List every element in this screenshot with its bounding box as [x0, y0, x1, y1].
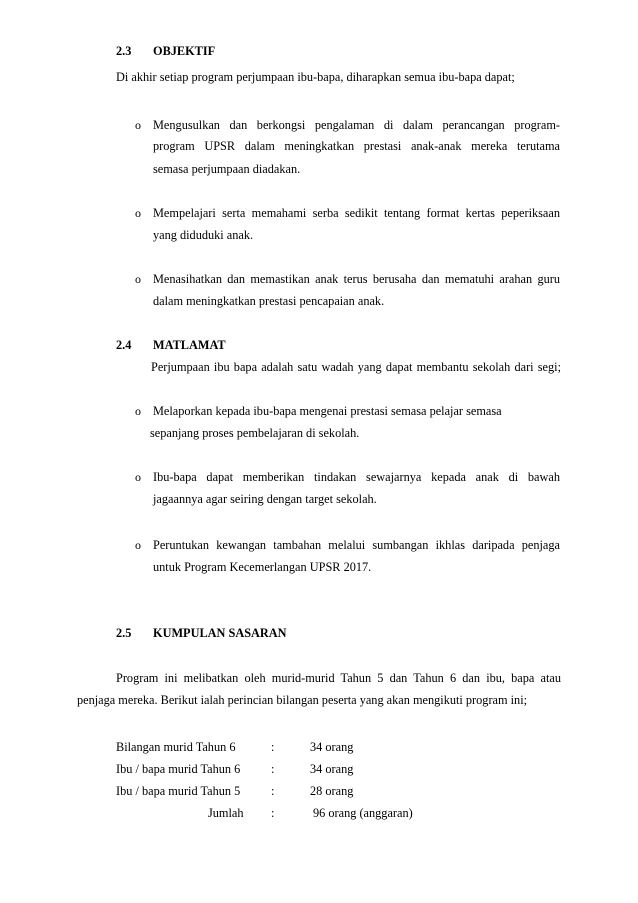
section-number: 2.3 — [116, 44, 132, 58]
list-item-line: Ibu-bapa dapat memberikan tindakan sewajarnya kepada anak di bawah — [153, 470, 560, 484]
table-row-value: 28 orang — [310, 784, 354, 798]
section-number: 2.4 — [116, 338, 132, 352]
table-row-value: 34 orang — [310, 740, 354, 754]
list-item-line: sepanjang proses pembelajaran di sekolah. — [150, 426, 360, 440]
bullet-icon: o — [135, 272, 141, 286]
list-item-line: untuk Program Kecemerlangan UPSR 2017. — [153, 560, 372, 574]
table-row-separator: : — [271, 784, 275, 798]
list-item-line: semasa perjumpaan diadakan. — [153, 162, 301, 176]
list-item-line: yang diduduki anak. — [153, 228, 254, 242]
section-number: 2.5 — [116, 626, 132, 640]
list-item-line: Peruntukan kewangan tambahan melalui sumbangan ikhlas daripada penjaga — [153, 538, 560, 552]
list-item-line: Melaporkan kepada ibu-bapa mengenai prestasi semasa pelajar semasa — [153, 404, 502, 418]
table-row-value: 34 orang — [310, 762, 354, 776]
list-item-line: dalam meningkatkan prestasi pencapaian anak. — [153, 294, 385, 308]
table-row-separator: : — [271, 762, 275, 776]
bullet-icon: o — [135, 470, 141, 484]
table-row-label: Ibu / bapa murid Tahun 5 — [116, 784, 241, 798]
total-label: Jumlah — [208, 806, 244, 820]
paragraph-line: penjaga mereka. Berikut ialah perincian bilangan peserta yang akan mengikuti program ini; — [77, 693, 528, 707]
section-intro: Perjumpaan ibu bapa adalah satu wadah yang dapat membantu sekolah dari segi; — [151, 360, 561, 374]
list-item-line: Mengusulkan dan berkongsi pengalaman di dalam perancangan program- — [153, 118, 560, 132]
section-title: OBJEKTIF — [153, 44, 216, 58]
total-value: 96 orang (anggaran) — [313, 806, 413, 820]
bullet-icon: o — [135, 206, 141, 220]
paragraph-line: Program ini melibatkan oleh murid-murid Tahun 5 dan Tahun 6 dan ibu, bapa atau — [116, 671, 561, 685]
list-item-line: Menasihatkan dan memastikan anak terus berusaha dan mematuhi arahan guru — [153, 272, 560, 286]
section-intro: Di akhir setiap program perjumpaan ibu-bapa, diharapkan semua ibu-bapa dapat; — [116, 70, 515, 84]
section-title: MATLAMAT — [153, 338, 226, 352]
section-title: KUMPULAN SASARAN — [153, 626, 287, 640]
table-row-label: Ibu / bapa murid Tahun 6 — [116, 762, 241, 776]
total-separator: : — [271, 806, 275, 820]
bullet-icon: o — [135, 404, 141, 418]
list-item-line: Mempelajari serta memahami serba sedikit tentang format kertas peperiksaan — [153, 206, 560, 220]
list-item-line: jagaannya agar seiring dengan target sekolah. — [153, 492, 377, 506]
table-row-label: Bilangan murid Tahun 6 — [116, 740, 236, 754]
table-row-separator: : — [271, 740, 275, 754]
list-item-line: program UPSR dalam meningkatkan prestasi anak-anak mereka terutama — [153, 139, 560, 153]
bullet-icon: o — [135, 538, 141, 552]
bullet-icon: o — [135, 118, 141, 132]
